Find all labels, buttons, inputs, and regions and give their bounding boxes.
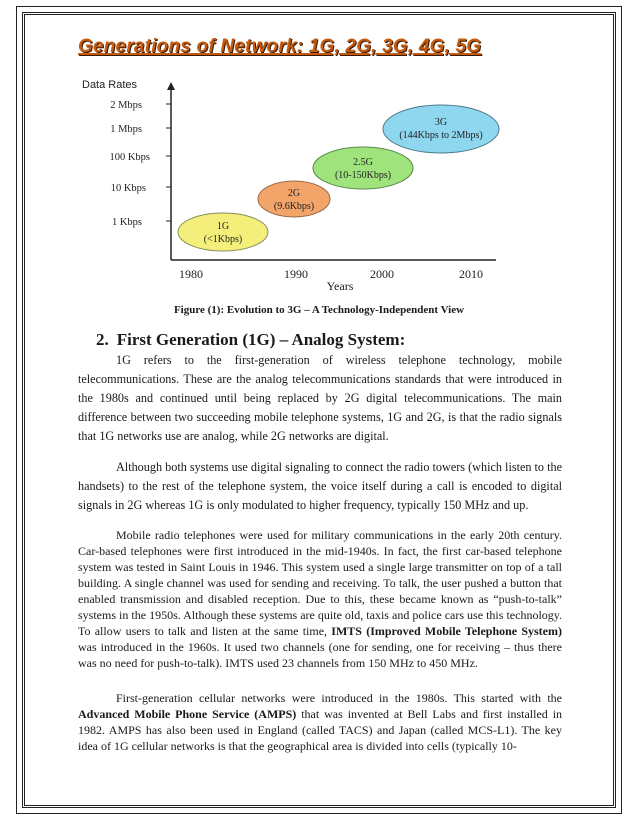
paragraph-run: that was invented at Bell Labs and first installed in 1982. AMPS has also been used in England (called TACS) and Japan (called MCS-L1). The key idea of 1G cellular networks is that the geographical area is divided into cells (typically 10- [78, 707, 563, 753]
paragraph-text: 1G refers to the first-generation of wireless telephone technology, mobile telecommunications. These are the analog telecommunications standards that were introduced in the 1980s and continued until being replaced by 2G digital telecommunications. The main difference between two succeeding mobile telephone systems, 1G and 2G, is that the radio signals that 1G networks use are analog, while 2G networks are digital. [78, 353, 562, 443]
svg-text:(9.6Kbps): (9.6Kbps) [273, 201, 315, 212]
y-tick-label: 1 Kbps [111, 217, 142, 228]
x-tick-label: 2010 [459, 267, 483, 281]
y-tick-label: 10 Kbps [110, 183, 146, 194]
svg-text:(<1Kbps): (<1Kbps) [203, 234, 243, 245]
y-tick-label: 1 Mbps [110, 124, 142, 135]
section-title: First Generation (1G) – Analog System: [116, 330, 406, 349]
paragraph-run: First-generation cellular networks were introduced in the 1980s. This started with the [116, 691, 562, 705]
paragraph-run: was introduced in the 1960s. It used two channels (one for sending, one for receiving – thus there was no need for push-to-talk). IMTS used 23 channels from 150 MHz to 450 MHz. [78, 640, 562, 670]
bubble-2-5g [313, 147, 413, 189]
section-heading [96, 330, 405, 350]
term-amps: Advanced Mobile Phone Service (AMPS) [78, 707, 297, 721]
figure-caption: Figure (1): Evolution to 3G – A Technology-Independent View [173, 304, 465, 316]
bubble-1g [178, 213, 268, 251]
bubble-3g [383, 105, 499, 153]
paragraph [78, 458, 562, 515]
paragraph [78, 351, 562, 446]
svg-text:2.5G: 2.5G [353, 157, 373, 168]
paragraph-run: Mobile radio telephones were used for military communications in the early 20th century. Car-based telephones were first introduced in the mid-1940s. In fact, the first car-based telephone system was tested in Saint Louis in 1946. This system used a single large transmitter on top of a tall building. A single channel was used for sending and receiving. To talk, the user pushed a button that enabled transmission and disabled reception. Due to this, these became known as “push-to-talk” systems in the 1950s. Although these systems are quite old, taxis and police cars use this technology. To allow users to talk and listen at the same time, [78, 528, 562, 638]
bubble-2g [258, 181, 330, 217]
y-tick-label: 2 Mbps [110, 100, 142, 111]
paragraph [78, 527, 562, 671]
svg-text:(10-150Kbps): (10-150Kbps) [334, 170, 392, 181]
paragraph [78, 690, 562, 754]
svg-text:(144Kbps to 2Mbps): (144Kbps to 2Mbps) [399, 130, 483, 141]
section-number: 2. [96, 330, 109, 349]
x-axis-label: Years [326, 279, 354, 292]
paragraph-text [78, 690, 562, 754]
x-tick-label: 1990 [284, 267, 308, 281]
x-tick-label: 2000 [370, 267, 394, 281]
y-axis-label: Data Rates [82, 79, 138, 91]
svg-text:1G: 1G [216, 221, 230, 232]
paragraph-text: Although both systems use digital signaling to connect the radio towers (which listen to the handsets) to the rest of the telephone system, the voice itself during a call is encoded to digital signals in 2G whereas 1G is only modulated to higher frequency, typically 150 MHz and up. [78, 460, 562, 512]
svg-text:2G: 2G [287, 188, 301, 199]
x-tick-label: 1980 [179, 267, 203, 281]
y-tick-label: 100 Kbps [109, 152, 150, 163]
term-imts: IMTS (Improved Mobile Telephone System) [331, 624, 563, 638]
svg-text:3G: 3G [434, 117, 448, 128]
evolution-figure [78, 74, 513, 292]
paragraph-text [78, 527, 562, 671]
page-title: Generations of Network: 1G, 2G, 3G, 4G, 5G [78, 36, 482, 57]
